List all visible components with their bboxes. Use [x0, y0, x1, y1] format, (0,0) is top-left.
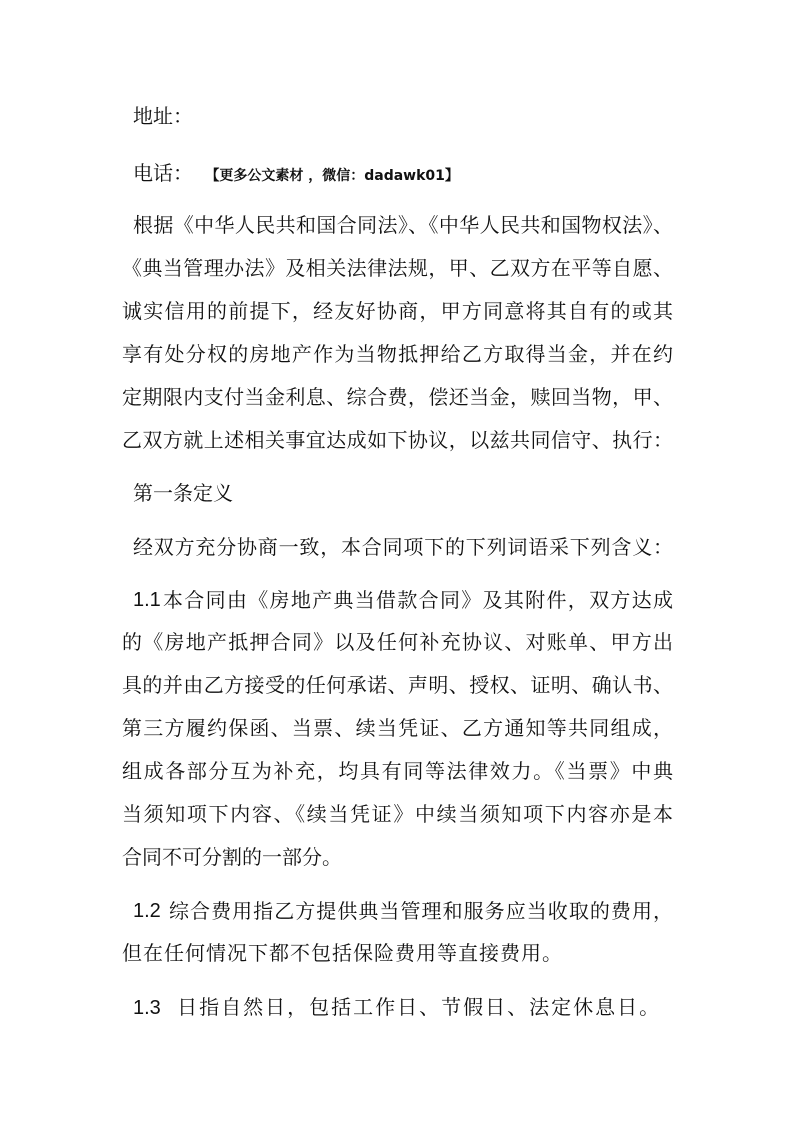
document-page: 地址： 电话： 【更多公文素材 ，微信：dadawk01】 根据《中华人民共和国合同法》、《中华人民共和国物权法》、 《典当管理办法》及相关法律法规，甲、乙双方在平等自愿、 诚实信用的前提下，经友好协商，甲方同意将其自有的或其 享有处分权的房地产作为当物抵押给乙方取得当金，并在约 定期限内支付当金利息、综合费，偿还当金，赎回当物，甲、 乙双方就上述相关事宜达成如下协议，以兹共同信守、执行： 第一条定义 经双方充分协商一致，本合同项下的下列词语采下列含义： 1.1 本合同由《房地产典当借款合同》及其附件，双方达成 的《房地产抵押合同》以及任何补充协议、对账单、甲方出 具的并由乙方接受的任何承诺、声明、授权、证明、确认书、 第三方履约保函、当票、续当凭证、乙方通知等共同组成， 组成各部分互为补充，均具有同等法律效力。《当票》中典 当须知项下内容、《续当凭证》中续当须知项下内容亦是本 合同不可分割的一部分。 1.2 综合费用指乙方提供典当管理和服务应当收取的费用， 但在任何情况下都不包括保险费用等直接费用。 1.3 日指自然日，包括工作日、节假日、法定休息日。: [0, 0, 793, 1122]
clause-number: 1.3: [133, 997, 161, 1019]
article-title: 第一条定义: [133, 481, 233, 505]
phone-label: 电话：: [133, 161, 193, 185]
address-label: 地址：: [133, 104, 193, 128]
clause-line: 但在任何情况下都不包括保险费用等直接费用。: [122, 941, 563, 965]
clause-line: 合同不可分割的一部分。: [122, 845, 342, 869]
article-intro: 经双方充分协商一致，本合同项下的下列词语采下列含义：: [133, 535, 673, 559]
preamble-line: 定期限内支付当金利息、综合费，偿还当金，赎回当物，甲、: [122, 385, 673, 409]
clause-number: 1.1: [133, 589, 161, 611]
clause-line: 当须知项下内容、《续当凭证》中续当须知项下内容亦是本: [122, 802, 673, 826]
preamble-line: 乙双方就上述相关事宜达成如下协议，以兹共同信守、执行：: [122, 428, 673, 452]
preamble-line: 享有处分权的房地产作为当物抵押给乙方取得当金，并在约: [122, 342, 673, 366]
clause-number: 1.2: [133, 900, 161, 922]
clause-line: 的《房地产抵押合同》以及任何补充协议、对账单、甲方出: [122, 630, 673, 654]
preamble-line: 《典当管理办法》及相关法律法规，甲、乙双方在平等自愿、: [122, 256, 673, 280]
clause-1-3-line: 1.3 日指自然日，包括工作日、节假日、法定休息日。: [133, 995, 662, 1019]
phone-line: [133, 157, 459, 192]
address-line: [133, 100, 193, 132]
promo-note: 【更多公文素材 ，微信：dadawk01】: [205, 168, 459, 184]
preamble-line: 诚实信用的前提下，经友好协商，甲方同意将其自有的或其: [122, 299, 673, 323]
clause-line: 组成各部分互为补充，均具有同等法律效力。《当票》中典: [122, 759, 673, 783]
clause-line: 第三方履约保函、当票、续当凭证、乙方通知等共同组成，: [122, 716, 673, 740]
preamble-line: 根据《中华人民共和国合同法》、《中华人民共和国物权法》、: [133, 213, 673, 237]
clause-line: 具的并由乙方接受的任何承诺、声明、授权、证明、确认书、: [122, 673, 673, 697]
